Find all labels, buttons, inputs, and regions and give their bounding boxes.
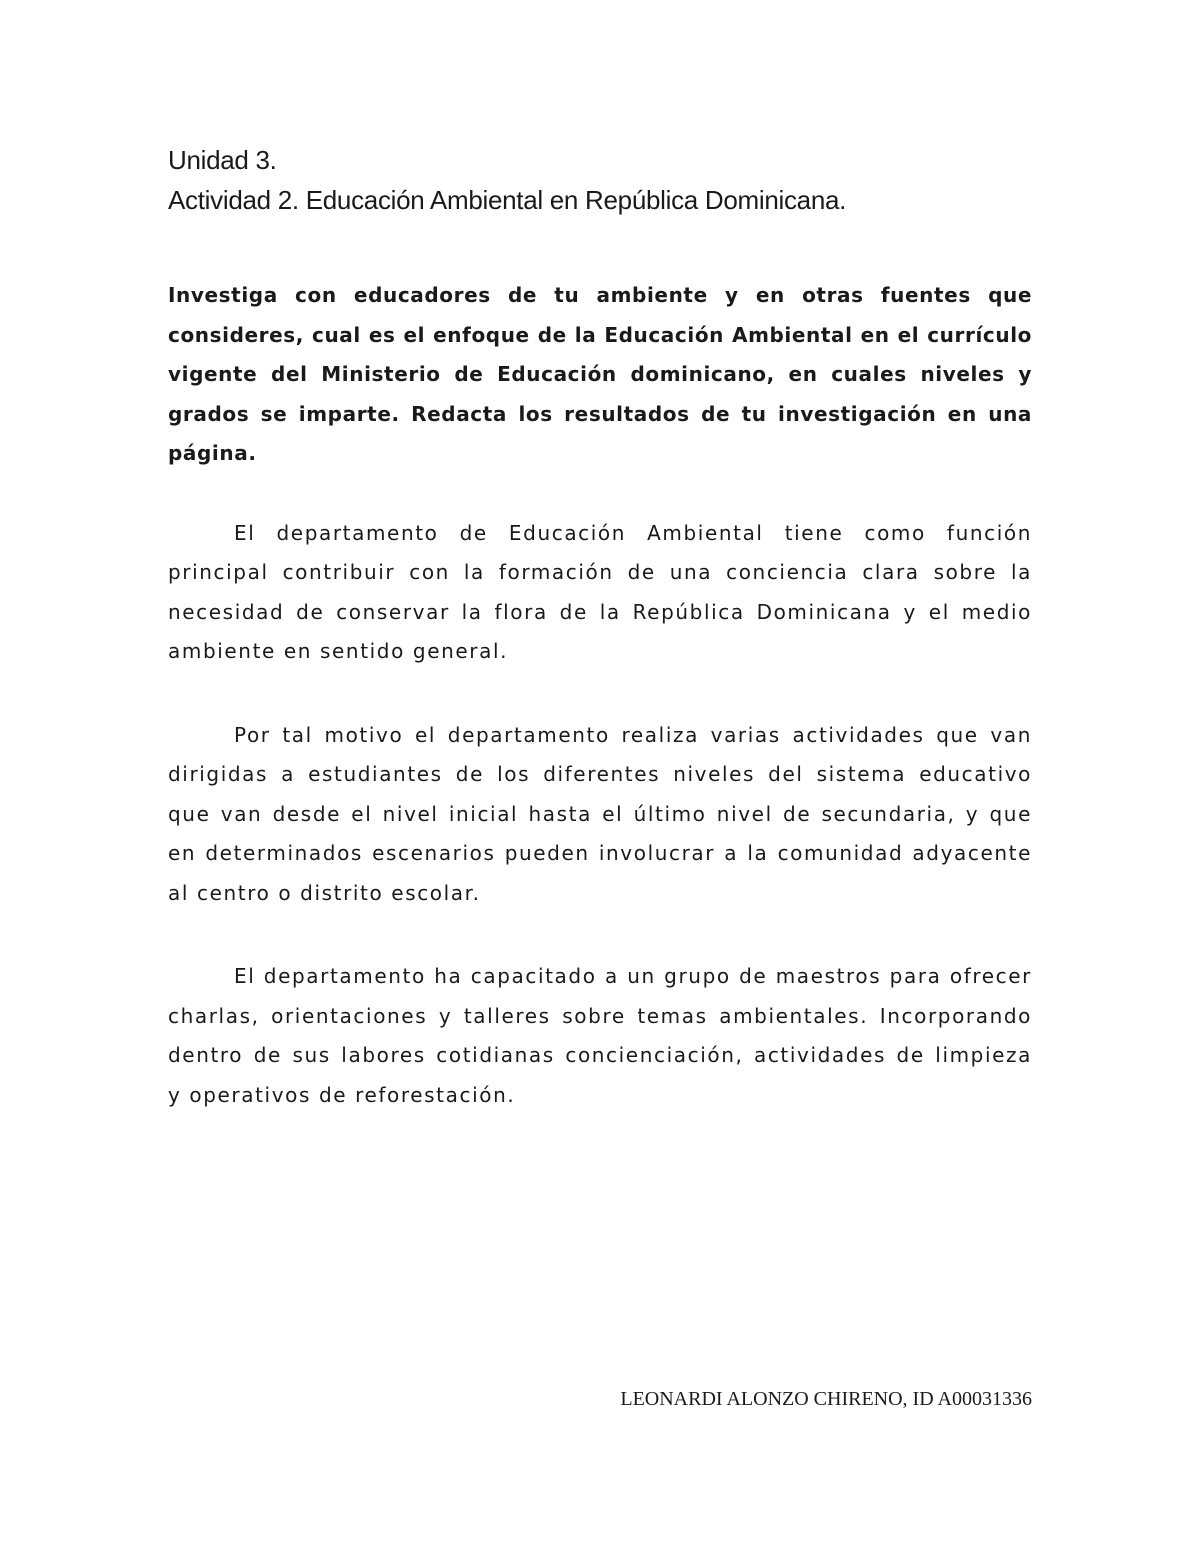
author-signature: LEONARDI ALONZO CHIRENO, ID A00031336 <box>620 1388 1032 1410</box>
document-content <box>168 140 1032 1115</box>
unit-title: Unidad 3. <box>168 145 277 175</box>
body-paragraph: Por tal motivo el departamento realiza varias actividades que van dirigidas a estudiantes de los diferentes niveles del sistema educativo que van desde el nivel inicial hasta el último nivel de secundaria, y que en determinados escenarios pueden involucrar a la comunidad adyacente al centro o distrito escolar. <box>168 722 1032 905</box>
body-paragraph: El departamento de Educación Ambiental tiene como función principal contribuir con la formación de una conciencia clara sobre la necesidad de conservar la flora de la República Dominicana y el medio ambiente en sentido general. <box>168 520 1032 663</box>
activity-title: Actividad 2. Educación Ambiental en República Dominicana. <box>168 185 847 215</box>
body-paragraph: El departamento ha capacitado a un grupo de maestros para ofrecer charlas, orientaciones y talleres sobre temas ambientales. Incorporando dentro de sus labores cotidianas concienciación, actividades de limpieza y operativos de reforestación. <box>168 964 1032 1107</box>
instructions-paragraph: Investiga con educadores de tu ambiente y en otras fuentes que consideres, cual es el enfoque de la Educación Ambiental en el currículo vigente del Ministerio de Educación dominicano, en cuales niveles y grados se imparte. Redacta los resultados de tu investigación en una página. <box>168 283 1032 465</box>
